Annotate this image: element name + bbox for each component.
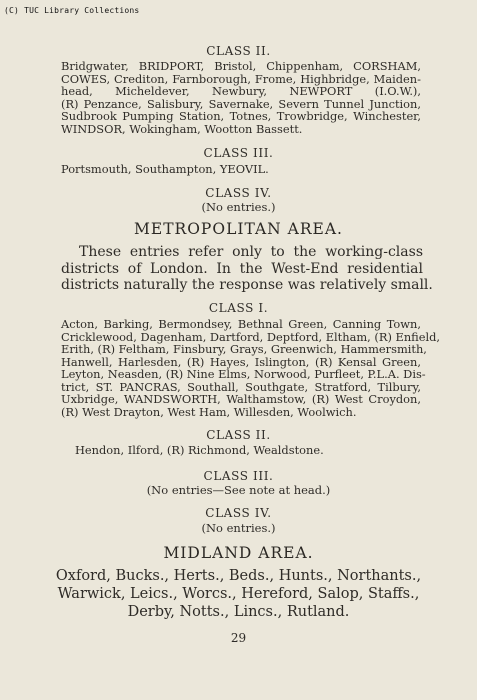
midland-area-list	[0, 567, 477, 621]
metro-class-iv-note: (No entries.)	[201, 521, 276, 535]
copyright-watermark: (C) TUC Library Collections	[4, 6, 140, 15]
list-line: (R) West Drayton, West Ham, Willesden, Woolwich.	[61, 404, 357, 419]
list-line: WINDSOR, Wokingham, Wootton Bassett.	[61, 121, 303, 136]
list-line: Uxbridge, WANDSWORTH, Walthamstow, (R) West Croydon,	[61, 392, 421, 406]
list-line: Leyton, Neasden, (R) Nine Elms, Norwood, Purfleet, P.L.A. Dis-	[61, 367, 426, 381]
metro-class-ii-heading: CLASS II.	[206, 428, 271, 442]
page-number: 29	[230, 631, 247, 645]
intro-line: These entries refer only to the working-class	[79, 244, 423, 260]
metro-class-iii-note: (No entries—See note at head.)	[146, 483, 331, 497]
sw-class-iv-note: (No entries.)	[201, 200, 276, 214]
metropolitan-intro	[61, 244, 433, 294]
list-line: Hanwell, Harlesden, (R) Hayes, Islington, (R) Kensal Green,	[61, 354, 421, 369]
list-line: Hendon, Ilford, (R) Richmond, Wealdstone.	[75, 443, 324, 457]
list-line: Warwick, Leics., Worcs., Hereford, Salop, Staffs.,	[57, 586, 420, 602]
list-line: (R) Penzance, Salisbury, Savernake, Severn Tunnel Junction,	[61, 96, 421, 111]
list-line: head, Micheldever, Newbury, NEWPORT (I.O.W.),	[61, 84, 421, 98]
sw-class-iii-heading: CLASS III.	[203, 146, 274, 160]
metro-class-i-list	[61, 317, 441, 419]
sw-class-ii-list	[61, 60, 421, 135]
list-line: trict, ST. PANCRAS, Southall, Southgate, Stratford, Tilbury,	[61, 379, 421, 394]
list-line: Erith, (R) Feltham, Finsbury, Grays, Greenwich, Hammersmith,	[61, 342, 427, 356]
list-line: Oxford, Bucks., Herts., Beds., Hunts., Northants.,	[55, 568, 422, 584]
intro-line: districts of London. In the West-End residential	[61, 260, 423, 277]
list-line: Bridgwater, BRIDPORT, Bristol, Chippenham, CORSHAM,	[61, 59, 421, 73]
list-line: Cricklewood, Dagenham, Dartford, Deptford, Eltham, (R) Enfield,	[61, 329, 441, 344]
list-line: Acton, Barking, Bermondsey, Bethnal Green, Canning Town,	[61, 317, 421, 331]
list-line: Sudbrook Pumping Station, Totnes, Trowbridge, Winchester,	[61, 109, 421, 123]
metro-class-iv-heading: CLASS IV.	[205, 506, 272, 520]
metropolitan-area-heading: METROPOLITAN AREA.	[134, 220, 343, 238]
sw-class-iii-list	[61, 163, 421, 176]
sw-class-iv-heading: CLASS IV.	[205, 186, 272, 200]
metro-class-iii-heading: CLASS III.	[203, 469, 274, 483]
list-line: Portsmouth, Southampton, YEOVIL.	[61, 162, 269, 176]
intro-line: districts naturally the response was relatively small.	[61, 277, 433, 293]
list-line: COWES, Crediton, Farnborough, Frome, Highbridge, Maiden-	[61, 71, 421, 86]
midland-area-heading: MIDLAND AREA.	[163, 544, 314, 562]
list-line: Derby, Notts., Lincs., Rutland.	[127, 604, 350, 620]
sw-class-ii-heading: CLASS II.	[206, 44, 271, 58]
metro-class-ii-list	[75, 444, 435, 457]
metro-class-i-heading: CLASS I.	[208, 301, 269, 315]
